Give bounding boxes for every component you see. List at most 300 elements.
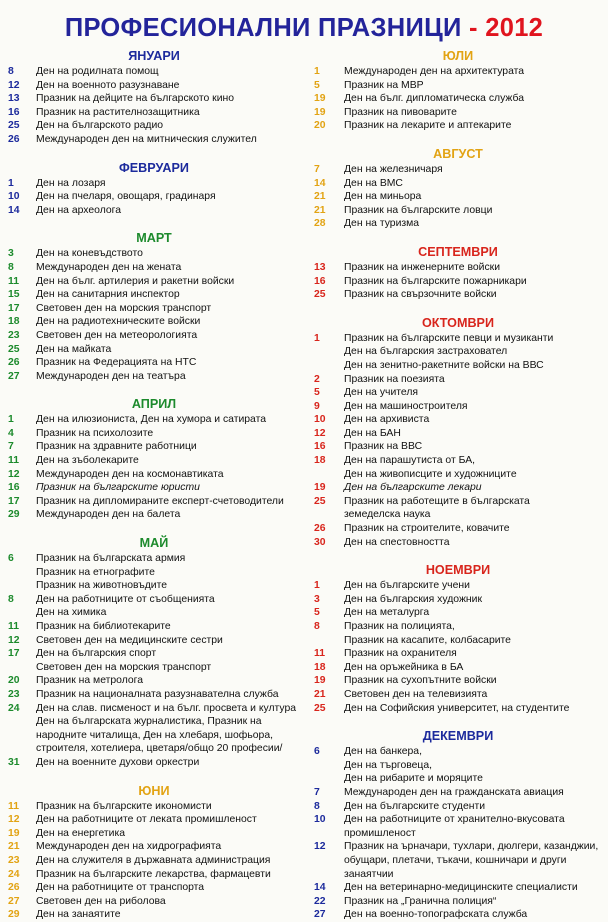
- holiday-entry: [8, 261, 300, 275]
- holiday-name: Ден на бълг. дипломатическа служба: [344, 93, 524, 105]
- month-section: [8, 396, 300, 522]
- day-number: [314, 345, 344, 359]
- holiday-entry-continued: [314, 868, 602, 882]
- holiday-entry: [314, 79, 602, 93]
- day-number: 17: [8, 648, 20, 660]
- month-heading: МАРТ: [136, 231, 172, 246]
- holiday-name: Световен ден на медицинските сестри: [36, 634, 223, 646]
- holiday-entry: [8, 647, 300, 661]
- holiday-entry: [8, 440, 300, 454]
- page-title: [0, 13, 608, 43]
- holiday-name: Международен ден на хидрографията: [36, 841, 222, 853]
- holiday-name: Празник на охранителя: [344, 648, 457, 660]
- holiday-name: Ден на илюзиониста, Ден на хумора и сатирата: [36, 414, 267, 426]
- day-number: 18: [314, 661, 326, 673]
- holiday-entry: [8, 593, 300, 607]
- day-number: 13: [8, 93, 20, 105]
- holiday-name: Ден на военните духови оркестри: [36, 756, 200, 768]
- holiday-entry-continued: [314, 634, 602, 648]
- holiday-name: Ден на военно-топографската служба: [344, 909, 528, 921]
- holiday-name: Ден на Софийския университет, на студентите: [344, 702, 570, 714]
- holiday-entry: [314, 786, 602, 800]
- day-number: 26: [8, 882, 20, 894]
- day-number: 28: [314, 218, 326, 230]
- month-heading: ФЕВРУАРИ: [119, 160, 189, 175]
- holiday-name: Ден на спестовността: [344, 536, 450, 548]
- holiday-name: Ден на работниците от транспорта: [36, 882, 205, 894]
- holiday-entry: [8, 454, 300, 468]
- holiday-name: Празник на работещите в българската: [344, 495, 530, 507]
- holiday-name: Празник на МВР: [344, 79, 424, 91]
- holiday-name: Световен ден на риболова: [36, 895, 166, 907]
- holiday-name: Ден на пчеларя, овощаря, градинаря: [36, 191, 216, 203]
- holiday-entry: [8, 908, 300, 922]
- holiday-name: Ден на архивиста: [344, 414, 430, 426]
- day-number: [314, 772, 344, 786]
- day-number: [314, 359, 344, 373]
- holiday-name: Празник на полицията,: [344, 621, 455, 632]
- holiday-entry: [314, 204, 602, 218]
- month-heading: ОКТОМВРИ: [421, 315, 494, 330]
- day-number: 5: [314, 607, 320, 619]
- day-number: [314, 827, 344, 841]
- holiday-name: Празник на инженерните войски: [344, 261, 501, 273]
- holiday-name: Ден на лозаря: [36, 177, 106, 189]
- day-number: 9: [314, 400, 320, 412]
- holiday-name: Световен ден на морския транспорт: [36, 302, 212, 314]
- day-number: 8: [8, 593, 14, 605]
- holiday-name: Празник на лекарите и аптекарите: [344, 120, 512, 132]
- day-number: 13: [314, 261, 326, 273]
- day-number: 7: [314, 786, 320, 798]
- holiday-entry: [8, 674, 300, 688]
- holiday-entry: [8, 79, 300, 93]
- day-number: [8, 566, 36, 580]
- holiday-name: Празник на животновъдите: [36, 580, 167, 592]
- holiday-name: Празник на националната разузнавателна служба: [36, 688, 279, 700]
- day-number: 1: [314, 66, 320, 77]
- holiday-name: Ден на радиотехническите войски: [36, 316, 201, 328]
- holiday-name: Международен ден на жената: [36, 261, 182, 273]
- day-number: 5: [314, 387, 320, 399]
- holiday-name: Ден на работниците от хранително-вкусовата: [344, 814, 565, 826]
- holiday-name: Празник на Федерацията на НТС: [36, 357, 197, 369]
- day-number: [314, 508, 344, 522]
- day-number: 11: [8, 621, 19, 632]
- holiday-name: Ден на работниците от леката промишленост: [36, 814, 257, 826]
- day-number: 8: [8, 66, 14, 77]
- day-number: 7: [8, 441, 14, 453]
- day-number: 1: [314, 580, 320, 592]
- holiday-name: Ден на военното разузнаване: [36, 79, 180, 91]
- holiday-name: Празник на поезията: [344, 373, 445, 385]
- day-number: 20: [314, 120, 326, 132]
- holiday-entry: [8, 177, 300, 191]
- holiday-entry: [314, 647, 602, 661]
- holiday-name: Празник на метролога: [36, 675, 144, 687]
- day-number: 25: [314, 289, 326, 301]
- holiday-entry: [8, 895, 300, 909]
- holiday-entry: [314, 661, 602, 675]
- holiday-entry-continued: [314, 508, 602, 522]
- holiday-entry: [8, 275, 300, 289]
- day-number: 1: [8, 177, 14, 189]
- day-number: 18: [8, 316, 20, 328]
- holiday-name: Празник на здравните работници: [36, 441, 197, 453]
- day-number: 30: [314, 536, 326, 548]
- holiday-entry: [8, 356, 300, 370]
- holiday-entry-continued: [8, 715, 300, 729]
- holiday-entry: [8, 204, 300, 218]
- holiday-name: Празник на българските юристи: [36, 482, 200, 494]
- day-number: 24: [8, 868, 20, 880]
- holiday-entry: [314, 400, 602, 414]
- holiday-entry: [314, 65, 602, 79]
- holiday-entry: [8, 552, 300, 566]
- day-number: 1: [8, 414, 14, 426]
- holiday-entry: [8, 827, 300, 841]
- holiday-entry: [314, 881, 602, 895]
- holiday-name: Ден на ВМС: [344, 177, 403, 189]
- holiday-name: Ден на българските лекари: [344, 482, 482, 494]
- month-section: [8, 48, 300, 147]
- month-section: [314, 728, 602, 922]
- day-number: 19: [314, 93, 326, 105]
- day-number: [8, 661, 36, 675]
- holiday-entry: [314, 481, 602, 495]
- holiday-entry: [314, 454, 602, 468]
- holiday-name: Празник на ВВС: [344, 441, 423, 453]
- holiday-name: народните читалища, Ден на хлебаря, шофьора,: [36, 729, 273, 741]
- holiday-entry: [8, 190, 300, 204]
- day-number: 19: [314, 675, 326, 687]
- holiday-entry: [8, 119, 300, 133]
- day-number: 19: [314, 106, 326, 118]
- holiday-name: Ден на машиностроителя: [344, 400, 468, 412]
- month-heading: ДЕКЕМВРИ: [422, 729, 494, 744]
- holiday-entry-continued: [314, 468, 602, 482]
- month-section: [314, 244, 602, 302]
- holiday-name: обущари, плетачи, тъкачи, кошничари и други: [344, 854, 567, 866]
- holiday-name: Ден на учителя: [344, 387, 419, 399]
- month-section: [8, 535, 300, 770]
- holiday-name: Празник на българските лекарства, фармацевти: [36, 868, 271, 880]
- month-heading: АВГУСТ: [433, 146, 483, 161]
- day-number: 11: [314, 648, 325, 660]
- holiday-entry: [8, 495, 300, 509]
- holiday-entry: [8, 92, 300, 106]
- holiday-entry: [314, 288, 602, 302]
- day-number: [314, 868, 344, 882]
- holiday-entry: [8, 868, 300, 882]
- holiday-name: Ден на ветеринарно-медицинските специалисти: [344, 882, 578, 894]
- day-number: 29: [8, 509, 20, 521]
- day-number: 25: [314, 702, 326, 714]
- day-number: 5: [314, 79, 320, 91]
- holiday-entry: [314, 106, 602, 120]
- holiday-entry: [314, 217, 602, 231]
- holiday-entry-continued: [8, 579, 300, 593]
- holiday-name: Международен ден на театъра: [36, 370, 186, 382]
- day-number: 23: [8, 688, 20, 700]
- holiday-entry: [8, 65, 300, 79]
- holiday-entry: [314, 908, 602, 922]
- holiday-entry: [8, 413, 300, 427]
- holiday-entry-continued: [314, 772, 602, 786]
- holiday-name: Ден на оръжейника в БА: [344, 661, 464, 673]
- holiday-name: Ден на железничаря: [344, 163, 443, 175]
- day-number: 12: [8, 468, 20, 480]
- holiday-entry: [314, 386, 602, 400]
- holiday-name: Ден на бълг. артилерия и ракетни войски: [36, 275, 235, 287]
- holiday-name: Международен ден на гражданската авиация: [344, 786, 564, 798]
- month-heading: СЕПТЕМВРИ: [418, 244, 498, 259]
- day-number: 17: [8, 302, 20, 314]
- holiday-entry: [314, 163, 602, 177]
- holiday-entry: [8, 756, 300, 770]
- holiday-name: промишленост: [344, 827, 416, 839]
- holiday-entry: [314, 413, 602, 427]
- holiday-entry-continued: [314, 345, 602, 359]
- holiday-entry: [314, 92, 602, 106]
- day-number: 29: [8, 909, 20, 921]
- holiday-name: занаятчии: [344, 868, 394, 880]
- holiday-entry: [8, 329, 300, 343]
- month-section: [8, 230, 300, 383]
- holiday-entry: [8, 481, 300, 495]
- day-number: 15: [8, 289, 20, 301]
- holiday-entry: [314, 190, 602, 204]
- day-number: 12: [8, 634, 20, 646]
- holiday-name: Ден на миньора: [344, 191, 422, 203]
- holiday-name: Ден на коневъдството: [36, 248, 143, 260]
- day-number: 17: [8, 495, 20, 507]
- holiday-name: Ден на химика: [36, 607, 107, 619]
- day-number: 24: [8, 702, 20, 714]
- day-number: [314, 468, 344, 482]
- day-number: 10: [314, 414, 326, 426]
- holiday-name: Празник на пивоварите: [344, 106, 457, 118]
- holiday-entry-continued: [314, 359, 602, 373]
- day-number: 21: [314, 204, 326, 216]
- month-section: [314, 562, 602, 715]
- holiday-name: Празник на „Гранична полиция“: [344, 895, 497, 907]
- holiday-entry: [8, 343, 300, 357]
- day-number: 21: [314, 688, 326, 700]
- holiday-name: строителя, хотелиера, цветаря/общо 20 професии/: [36, 743, 283, 755]
- day-number: 8: [314, 621, 320, 632]
- holiday-name: Ден на зенитно-ракетните войски на ВВС: [344, 359, 544, 371]
- holiday-entry: [314, 427, 602, 441]
- holiday-name: Ден на банкера,: [344, 746, 422, 758]
- holiday-name: Ден на слав. писменост и на бълг. просвета и култура: [36, 702, 297, 714]
- day-number: 16: [314, 275, 326, 287]
- holiday-entry: [8, 620, 300, 634]
- right-column: [314, 48, 602, 922]
- day-number: [8, 742, 36, 756]
- holiday-name: Ден на българските учени: [344, 580, 470, 592]
- month-section: [8, 160, 300, 218]
- day-number: [8, 715, 36, 729]
- holiday-entry: [8, 881, 300, 895]
- day-number: 7: [314, 163, 320, 175]
- holiday-name: Празник на растителнозащитника: [36, 106, 200, 118]
- holiday-entry: [8, 800, 300, 814]
- day-number: 25: [8, 120, 20, 132]
- holiday-entry-continued: [8, 661, 300, 675]
- holiday-entry: [8, 106, 300, 120]
- holiday-name: Ден на българското радио: [36, 120, 164, 132]
- holiday-entry: [314, 440, 602, 454]
- holiday-name: Ден на зъболекарите: [36, 455, 139, 467]
- day-number: 8: [314, 800, 320, 812]
- holiday-name: Празник на свързочните войски: [344, 289, 497, 301]
- holiday-name: Празник на психолозите: [36, 427, 154, 439]
- holiday-name: Ден на работниците от съобщенията: [36, 593, 215, 605]
- holiday-name: Ден на майката: [36, 343, 112, 355]
- holiday-entry-continued: [8, 566, 300, 580]
- holiday-name: Международен ден на космонавтиката: [36, 468, 224, 480]
- month-heading: ЮНИ: [138, 783, 170, 798]
- holiday-entry: [314, 522, 602, 536]
- holiday-entry: [8, 854, 300, 868]
- day-number: 6: [8, 553, 14, 565]
- holiday-name: Ден на българските студенти: [344, 800, 486, 812]
- holiday-name: Празник на етнографите: [36, 566, 155, 578]
- holiday-entry-continued: [314, 759, 602, 773]
- holiday-entry: [8, 813, 300, 827]
- holiday-entry: [8, 468, 300, 482]
- holiday-entry: [314, 840, 602, 854]
- day-number: 14: [314, 177, 326, 189]
- holiday-name: Ден на българската журналистика, Празник на: [36, 716, 262, 728]
- holiday-entry: [8, 840, 300, 854]
- holiday-name: Празник на касапите, колбасарите: [344, 634, 511, 646]
- holiday-name: Международен ден на балета: [36, 509, 181, 521]
- title-main: ПРОФЕСИОНАЛНИ ПРАЗНИЦИ: [64, 14, 462, 42]
- day-number: 19: [8, 827, 20, 839]
- holiday-name: Празник на българските певци и музиканти: [344, 332, 554, 344]
- holiday-entry: [314, 495, 602, 509]
- holiday-name: Ден на туризма: [344, 218, 420, 230]
- holiday-name: Празник на ърначари, тухлари, дюлгери, казанджии,: [344, 841, 599, 853]
- holiday-entry-continued: [8, 729, 300, 743]
- month-heading: НОЕМВРИ: [425, 563, 491, 578]
- holiday-entry: [314, 800, 602, 814]
- day-number: 27: [8, 370, 20, 382]
- holiday-name: Ден на занаятите: [36, 909, 121, 921]
- day-number: 11: [8, 275, 19, 287]
- day-number: 8: [8, 261, 14, 273]
- day-number: 16: [8, 482, 20, 494]
- day-number: 14: [314, 882, 326, 894]
- day-number: 27: [314, 909, 326, 921]
- day-number: 20: [8, 675, 20, 687]
- title-year: 2012: [485, 14, 544, 42]
- holiday-name: Световен ден на морския транспорт: [36, 661, 212, 673]
- day-number: 26: [8, 357, 20, 369]
- day-number: 25: [314, 495, 326, 507]
- day-number: 27: [8, 895, 20, 907]
- month-heading: ЯНУАРИ: [128, 49, 180, 63]
- holiday-name: Ден на парашутиста от БА,: [344, 455, 476, 467]
- day-number: 10: [314, 814, 326, 826]
- day-number: 18: [314, 455, 326, 467]
- holiday-name: Празник на сухопътните войски: [344, 675, 497, 687]
- holiday-entry-continued: [8, 742, 300, 756]
- holiday-name: Ден на археолога: [36, 204, 121, 216]
- holiday-entry-continued: [314, 854, 602, 868]
- title-dash: -: [469, 14, 478, 42]
- holiday-name: Ден на живописците и художниците: [344, 468, 517, 480]
- holiday-name: Ден на металурга: [344, 607, 430, 619]
- holiday-name: Ден на БАН: [344, 427, 401, 439]
- holiday-name: Празник на дейците на българското кино: [36, 93, 235, 105]
- day-number: 3: [314, 593, 320, 605]
- day-number: 2: [314, 373, 320, 385]
- month-heading: АПРИЛ: [131, 397, 177, 412]
- day-number: 12: [314, 427, 326, 439]
- holiday-name: Празник на дипломираните експерт-счетоводители: [36, 495, 284, 507]
- holiday-entry: [8, 247, 300, 261]
- holiday-name: Празник на българските икономисти: [36, 800, 212, 812]
- left-column: [8, 48, 300, 922]
- day-number: 6: [314, 746, 320, 758]
- day-number: 25: [8, 343, 20, 355]
- holiday-name: Световен ден на метеорологията: [36, 329, 198, 341]
- holiday-entry: [314, 119, 602, 133]
- day-number: 16: [314, 441, 326, 453]
- day-number: 26: [8, 133, 20, 145]
- day-number: 11: [8, 800, 19, 812]
- holiday-name: земеделска наука: [344, 509, 431, 521]
- holiday-entry: [8, 508, 300, 522]
- holiday-entry: [314, 275, 602, 289]
- holiday-entry: [8, 370, 300, 384]
- holiday-name: Ден на енергетика: [36, 827, 126, 839]
- holiday-entry: [8, 315, 300, 329]
- holiday-entry: [314, 813, 602, 827]
- day-number: 26: [314, 523, 326, 535]
- day-number: 10: [8, 191, 20, 203]
- holiday-entry: [314, 606, 602, 620]
- holiday-name: Ден на българския художник: [344, 593, 482, 605]
- month-heading: ЮЛИ: [442, 49, 474, 63]
- day-number: 12: [8, 79, 20, 91]
- holiday-entry: [314, 261, 602, 275]
- holiday-entry: [314, 593, 602, 607]
- holiday-name: Ден на търговеца,: [344, 759, 433, 771]
- holiday-name: Ден на служителя в държавната администрация: [36, 854, 271, 866]
- holiday-name: Празник на българските пожарникари: [344, 275, 527, 287]
- day-number: [8, 729, 36, 743]
- holiday-entry: [314, 373, 602, 387]
- day-number: 3: [8, 248, 14, 260]
- holiday-entry: [8, 288, 300, 302]
- day-number: 12: [8, 814, 20, 826]
- holiday-entry: [314, 674, 602, 688]
- month-section: [314, 315, 602, 550]
- holiday-entry-continued: [8, 606, 300, 620]
- holiday-entry: [314, 745, 602, 759]
- day-number: 16: [8, 106, 20, 118]
- holiday-name: Международен ден на митническия служител: [36, 133, 257, 145]
- holiday-entry: [314, 895, 602, 909]
- holiday-entry: [8, 302, 300, 316]
- holiday-name: Ден на санитарния инспектор: [36, 289, 180, 301]
- day-number: 23: [8, 329, 20, 341]
- day-number: 21: [8, 841, 20, 853]
